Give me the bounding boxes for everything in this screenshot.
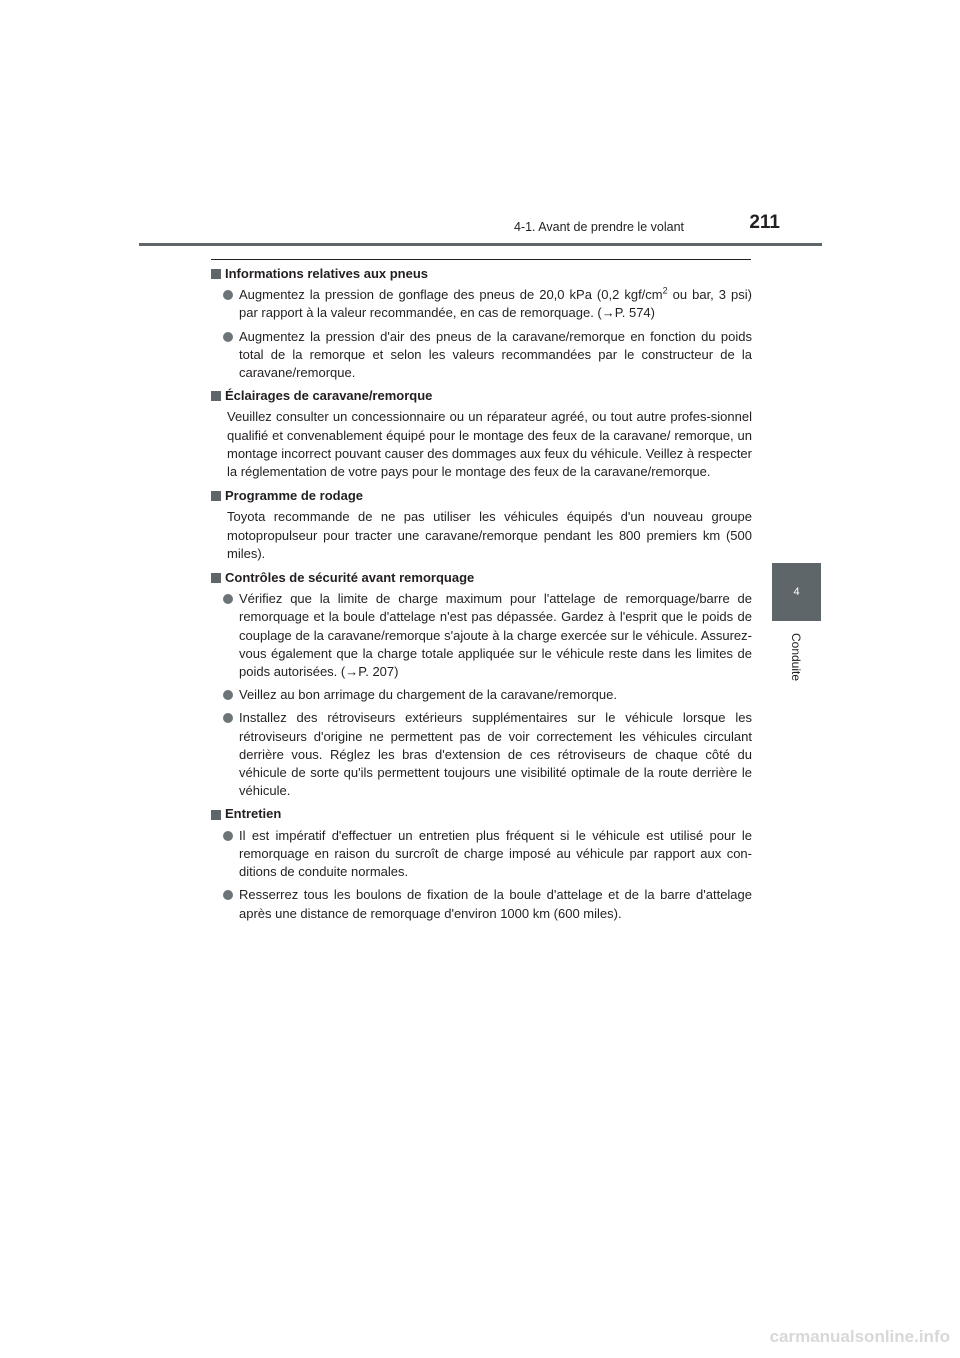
section-title: Contrôles de sécurité avant remorquage: [225, 570, 475, 586]
side-chapter-label-wrap: [772, 627, 821, 687]
round-bullet-icon: [223, 332, 233, 342]
square-bullet-icon: [211, 573, 221, 583]
page-content: [211, 265, 752, 928]
chapter-number: 4: [793, 586, 800, 598]
section-paragraph: Veuillez consulter un concessionnaire ou un réparateur agréé, ou tout autre profes-sionnel qualifié et convenablement équipé pour le montage des feux de la caravane/ remorque, un montage incorrect pouvant causer des dommages aux feux du véhicule. Veillez à respecter la réglementation de votre pays pour le montage des feux de la caravane/remorque.: [227, 409, 752, 480]
square-bullet-icon: [211, 810, 221, 820]
round-bullet-icon: [223, 690, 233, 700]
chapter-label: Conduite: [789, 632, 804, 682]
section-title: Informations relatives aux pneus: [225, 266, 429, 281]
list-item: [211, 827, 752, 882]
section-heading: [211, 805, 752, 823]
round-bullet-icon: [223, 713, 233, 723]
round-bullet-icon: [223, 594, 233, 604]
section-tyres: [211, 265, 752, 382]
bullet-text: Augmentez la pression de gonflage des pneus de 20,0 kPa (0,2 kgf/$cm^2$ ou bar, 3 psi) par rapport à la valeur recommandée, en cas de remorquage. (→P. 574): [239, 285, 752, 321]
section-break-in: [211, 487, 752, 563]
bullet-text: Installez des rétroviseurs extérieurs supplémentaires sur le véhicule lorsque les rétroviseurs d'origine ne permettent pas de voir correctement les véhicules circulant derrière vous. Réglez les bras d'extension de ces rétroviseurs de chaque côté du véhicule de sorte qu'ils permettent toujours une visibilité optimale de la route derrière le véhicule.: [239, 710, 752, 799]
square-bullet-icon: [211, 269, 221, 279]
section-heading: [211, 569, 752, 587]
section-heading: [211, 387, 752, 405]
round-bullet-icon: [223, 890, 233, 900]
list-item: [211, 590, 752, 681]
section-maintenance: [211, 805, 752, 922]
section-safety-checks: [211, 569, 752, 800]
square-bullet-icon: [211, 391, 221, 401]
list-item: [211, 686, 752, 704]
section-title: Éclairages de caravane/remorque: [225, 388, 433, 404]
list-item: [211, 328, 752, 383]
list-item: [211, 709, 752, 800]
bullet-text: Augmentez la pression d'air des pneus de la caravane/remorque en fonction du poids total de la remorque et selon les valeurs recommandées par le constructeur de la caravane/remorque.: [239, 328, 752, 381]
list-item: [211, 286, 752, 322]
bullet-text: Vérifiez que la limite de charge maximum pour l'attelage de remorquage/barre de remorquage et la boule d'attelage n'est pas dépassée. Gardez à l'esprit que le poids de couplage de la caravane/remorque s'ajoute à la charge exercée sur le véhicule. Assurez-vous également que la charge totale appliquée sur le véhicule reste dans les limites de poids autorisées. (→P. 207): [239, 591, 752, 680]
list-item: [211, 886, 752, 922]
section-paragraph: Toyota recommande de ne pas utiliser les véhicules équipés d'un nouveau groupe motopropulseur pour tracter une caravane/remorque pendant les 800 premiers km (500 miles).: [227, 509, 752, 561]
section-heading: [211, 265, 752, 283]
section-title: Programme de rodage: [225, 488, 363, 504]
section-title: Entretien: [225, 806, 282, 822]
round-bullet-icon: [223, 290, 233, 300]
round-bullet-icon: [223, 831, 233, 841]
section-trailer-lights: [211, 387, 752, 481]
footer-watermark[interactable]: carmanualsonline.info: [769, 1327, 950, 1346]
bullet-text: Veillez au bon arrimage du chargement de la caravane/remorque.: [239, 687, 617, 703]
header-section-title: 4-1. Avant de prendre le volant: [513, 220, 684, 234]
header-rule: [139, 243, 822, 246]
top-rule: [211, 259, 751, 260]
square-bullet-icon: [211, 491, 221, 501]
section-heading: [211, 487, 752, 505]
bullet-text: Resserrez tous les boulons de fixation de la boule d'attelage et de la barre d'attelage après une distance de remorquage d'environ 1000 km (600 miles).: [239, 887, 752, 921]
side-chapter-tab[interactable]: [772, 563, 821, 621]
bullet-text: Il est impératif d'effectuer un entretien plus fréquent si le véhicule est utilisé pour le remorquage en raison du surcroît de charge imposé au véhicule par rapport aux con-ditions de conduite normales.: [239, 827, 752, 880]
page-number: 211: [749, 212, 780, 233]
